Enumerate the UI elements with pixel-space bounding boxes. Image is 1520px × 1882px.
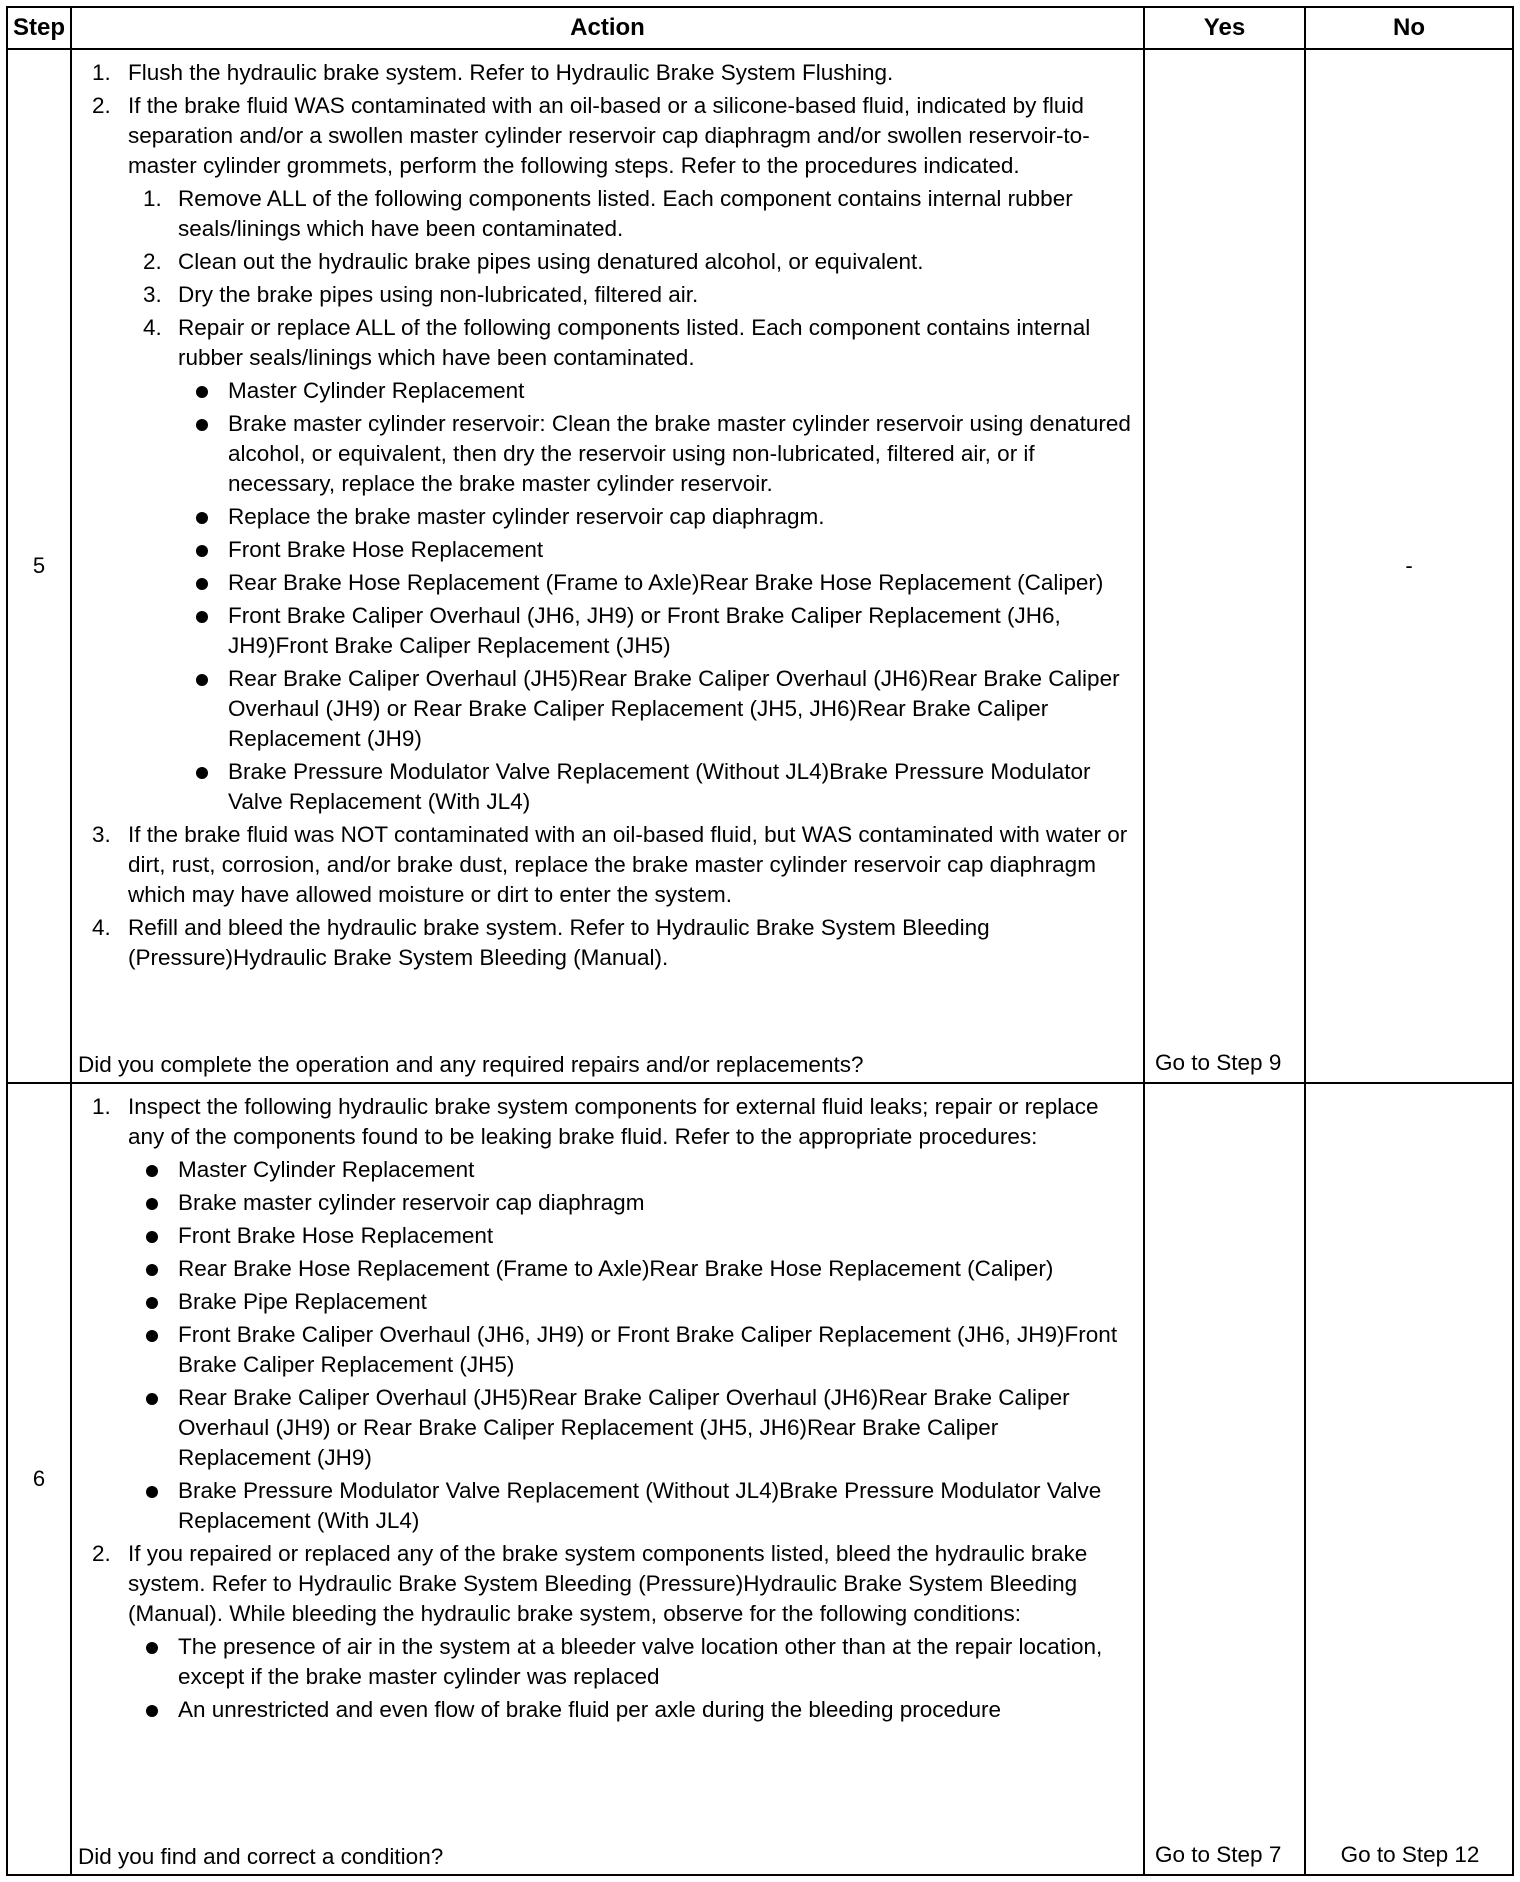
list-item	[78, 820, 1135, 910]
table-row-step-5	[7, 49, 1513, 1083]
header-row	[7, 7, 1513, 49]
sub-item	[128, 247, 1135, 277]
bullet-item: Front Brake Hose Replacement	[178, 535, 1135, 565]
bullet-item: Rear Brake Caliper Overhaul (JH5)Rear Brake Caliper Overhaul (JH6)Rear Brake Caliper Overhaul (JH9) or Rear Brake Caliper Replacement (JH5, JH6)Rear Brake Caliper Replacement (JH9)	[178, 664, 1135, 754]
bullet-item: Brake Pipe Replacement	[128, 1287, 1135, 1317]
item-number: 1.	[92, 60, 111, 85]
yes-cell: Go to Step 7	[1144, 1083, 1305, 1875]
step-number: 6	[7, 1083, 71, 1875]
bullet-item: Front Brake Caliper Overhaul (JH6, JH9) or Front Brake Caliper Replacement (JH6, JH9)Front Brake Caliper Replacement (JH5)	[128, 1320, 1135, 1380]
item-text: If the brake fluid was NOT contaminated with an oil-based fluid, but WAS contaminated with water or dirt, rust, corrosion, and/or brake dust, replace the brake master cylinder reservoir cap diaphragm which may have allowed moisture or dirt to enter the system.	[128, 822, 1128, 907]
sub-item	[128, 313, 1135, 817]
bullet-list	[178, 376, 1135, 817]
sub-item-text: Dry the brake pipes using non-lubricated, filtered air.	[178, 282, 699, 307]
header-step: Step	[7, 7, 71, 49]
bullet-item: Brake Pressure Modulator Valve Replacement (Without JL4)Brake Pressure Modulator Valve Replacement (With JL4)	[178, 757, 1135, 817]
bullet-item: Rear Brake Hose Replacement (Frame to Axle)Rear Brake Hose Replacement (Caliper)	[178, 568, 1135, 598]
bullet-item: Master Cylinder Replacement	[178, 376, 1135, 406]
list-item	[78, 58, 1135, 88]
diagnostic-table	[6, 6, 1514, 1876]
item-text: If you repaired or replaced any of the brake system components listed, bleed the hydraulic brake system. Refer to Hydraulic Brake System Bleeding (Pressure)Hydraulic Brake System Bleeding (Manual). While bleeding the hydraulic brake system, observe for the following conditions:	[128, 1541, 1088, 1626]
sub-item-number: 1.	[143, 186, 162, 211]
item-number: 4.	[92, 915, 111, 940]
bullet-item: Master Cylinder Replacement	[128, 1155, 1135, 1185]
sub-item-number: 3.	[143, 282, 162, 307]
yes-cell: Go to Step 9	[1144, 49, 1305, 1083]
action-list	[78, 58, 1135, 973]
item-text: Inspect the following hydraulic brake system components for external fluid leaks; repair or replace any of the components found to be leaking brake fluid. Refer to the appropriate procedures:	[128, 1094, 1099, 1149]
list-item	[78, 91, 1135, 817]
bullet-item: An unrestricted and even flow of brake fluid per axle during the bleeding procedure	[128, 1695, 1135, 1725]
sub-item-text: Repair or replace ALL of the following components listed. Each component contains internal rubber seals/linings which have been contaminated.	[178, 315, 1091, 370]
bullet-item: Front Brake Hose Replacement	[128, 1221, 1135, 1251]
header-action: Action	[71, 7, 1144, 49]
bullet-list	[128, 1155, 1135, 1536]
bullet-item: Brake master cylinder reservoir cap diaphragm	[128, 1188, 1135, 1218]
step-number: 5	[7, 49, 71, 1083]
bullet-item: The presence of air in the system at a bleeder valve location other than at the repair location, except if the brake master cylinder was replaced	[128, 1632, 1135, 1692]
table-row-step-6	[7, 1083, 1513, 1875]
no-cell: Go to Step 12	[1305, 1083, 1513, 1875]
bullet-item: Rear Brake Caliper Overhaul (JH5)Rear Brake Caliper Overhaul (JH6)Rear Brake Caliper Overhaul (JH9) or Rear Brake Caliper Replacement (JH5, JH6)Rear Brake Caliper Replacement (JH9)	[128, 1383, 1135, 1473]
sub-item-number: 4.	[143, 315, 162, 340]
header-no: No	[1305, 7, 1513, 49]
sub-item-text: Remove ALL of the following components listed. Each component contains internal rubber seals/linings which have been contaminated.	[178, 186, 1073, 241]
item-number: 2.	[92, 1541, 111, 1566]
bullet-item: Brake master cylinder reservoir: Clean the brake master cylinder reservoir using denatured alcohol, or equivalent, then dry the reservoir using non-lubricated, filtered air, or if necessary, replace the brake master cylinder reservoir.	[178, 409, 1135, 499]
sub-item	[128, 280, 1135, 310]
list-item	[78, 1539, 1135, 1725]
sub-list	[128, 184, 1135, 817]
bullet-item: Replace the brake master cylinder reservoir cap diaphragm.	[178, 502, 1135, 532]
item-number: 1.	[92, 1094, 111, 1119]
bullet-item: Brake Pressure Modulator Valve Replacement (Without JL4)Brake Pressure Modulator Valve Replacement (With JL4)	[128, 1476, 1135, 1536]
sub-item	[128, 184, 1135, 244]
item-text: Flush the hydraulic brake system. Refer to Hydraulic Brake System Flushing.	[128, 60, 894, 85]
action-cell	[71, 1083, 1144, 1875]
question-text: Did you complete the operation and any required repairs and/or replacements?	[78, 1052, 864, 1077]
bullet-list	[128, 1632, 1135, 1725]
item-number: 2.	[92, 93, 111, 118]
item-number: 3.	[92, 822, 111, 847]
bullet-item: Front Brake Caliper Overhaul (JH6, JH9) or Front Brake Caliper Replacement (JH6, JH9)Front Brake Caliper Replacement (JH5)	[178, 601, 1135, 661]
question-text: Did you find and correct a condition?	[78, 1844, 444, 1869]
sub-item-text: Clean out the hydraulic brake pipes using denatured alcohol, or equivalent.	[178, 249, 924, 274]
list-item	[78, 1092, 1135, 1536]
action-list	[78, 1092, 1135, 1725]
action-cell	[71, 49, 1144, 1083]
item-text: Refill and bleed the hydraulic brake system. Refer to Hydraulic Brake System Bleeding (Pressure)Hydraulic Brake System Bleeding (Manual).	[128, 915, 990, 970]
no-cell: -	[1305, 49, 1513, 1083]
header-yes: Yes	[1144, 7, 1305, 49]
sub-item-number: 2.	[143, 249, 162, 274]
bullet-item: Rear Brake Hose Replacement (Frame to Axle)Rear Brake Hose Replacement (Caliper)	[128, 1254, 1135, 1284]
item-text: If the brake fluid WAS contaminated with an oil-based or a silicone-based fluid, indicated by fluid separation and/or a swollen master cylinder reservoir cap diaphragm and/or swollen reservoir-to-master cylinder grommets, perform the following steps. Refer to the procedures indicated.	[128, 93, 1090, 178]
list-item	[78, 913, 1135, 973]
